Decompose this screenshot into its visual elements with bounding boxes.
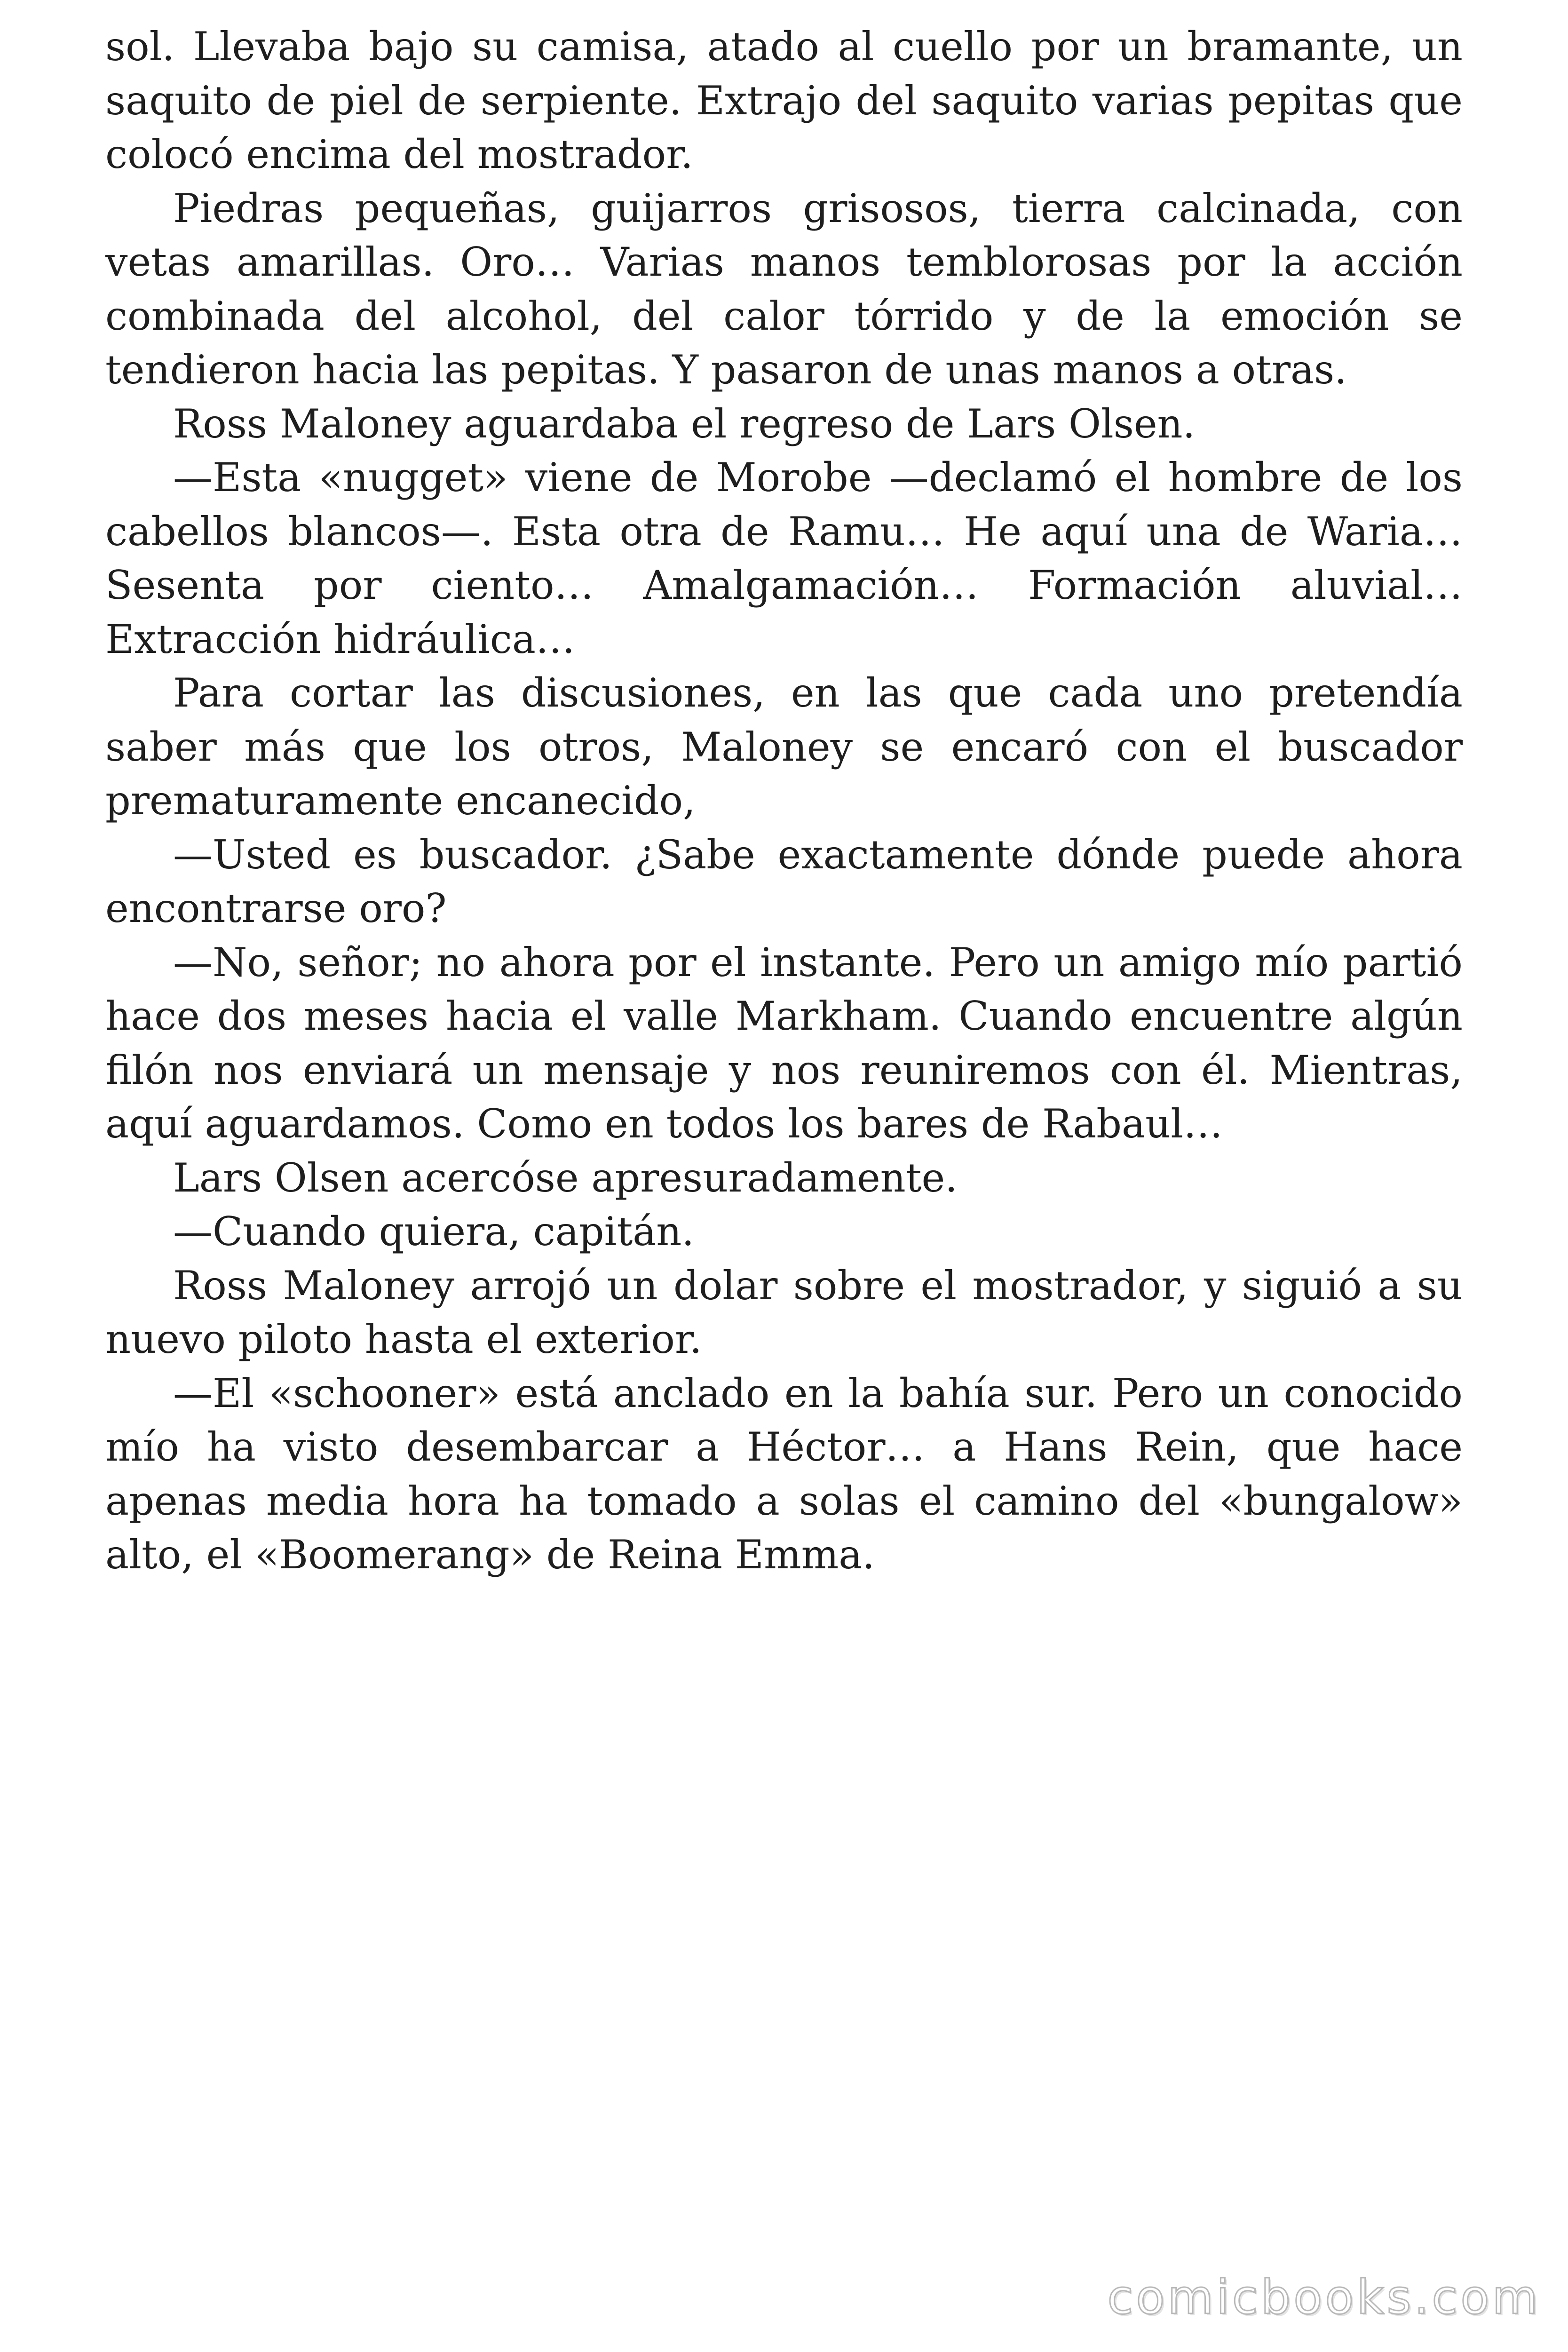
dialogue-paragraph: —Cuando quiera, capitán. [173,1208,695,1255]
paragraph: Ross Maloney aguardaba el regreso de Lars Olsen. [173,400,1196,447]
body-text [105,20,1463,1582]
paragraph: Ross Maloney arrojó un dolar sobre el mostrador, y siguió a su nuevo piloto hasta el exterior. [105,1262,1463,1362]
dialogue-paragraph: —El «schooner» está anclado en la bahía sur. Pero un conocido mío ha visto desembarcar a Héctor… a Hans Rein, que hace apenas media hora ha tomado a solas el camino del «bungalow» alto, el «Boomerang» de Reina Emma. [105,1370,1463,1578]
dialogue-paragraph: —Esta «nugget» viene de Morobe —declamó el hombre de los cabellos blancos—. Esta otra de Ramu… He aquí una de Waria… Sesenta por ciento… Amalgamación… Formación aluvial… Extracción hidráulica… [105,454,1463,662]
paragraph: Lars Olsen acercóse apresuradamente. [173,1154,958,1201]
paragraph-continuation: sol. Llevaba bajo su camisa, atado al cuello por un bramante, un saquito de piel de serpiente. Extrajo del saquito varias pepitas que colocó encima del mostrador. [105,24,1463,177]
paragraph: Para cortar las discusiones, en las que cada uno pretendía saber más que los otros, Maloney se encaró con el buscador prematuramente encanecido, [105,670,1463,824]
dialogue-paragraph: —Usted es buscador. ¿Sabe exactamente dónde puede ahora encontrarse oro? [105,831,1463,931]
dialogue-paragraph: —No, señor; no ahora por el instante. Pero un amigo mío partió hace dos meses hacia el valle Markham. Cuando encuentre algún filón nos enviará un mensaje y nos reuniremos con él. Mientras, aquí aguardamos. Como en todos los bares de Rabaul… [105,939,1463,1147]
paragraph: Piedras pequeñas, guijarros grisosos, tierra calcinada, con vetas amarillas. Oro… Varias manos temblorosas por la acción combinada del alcohol, del calor tórrido y de la emoción se tendieron hacia las pepitas. Y pasaron de unas manos a otras. [105,185,1463,393]
watermark: comicbooks.com [1107,2270,1541,2325]
